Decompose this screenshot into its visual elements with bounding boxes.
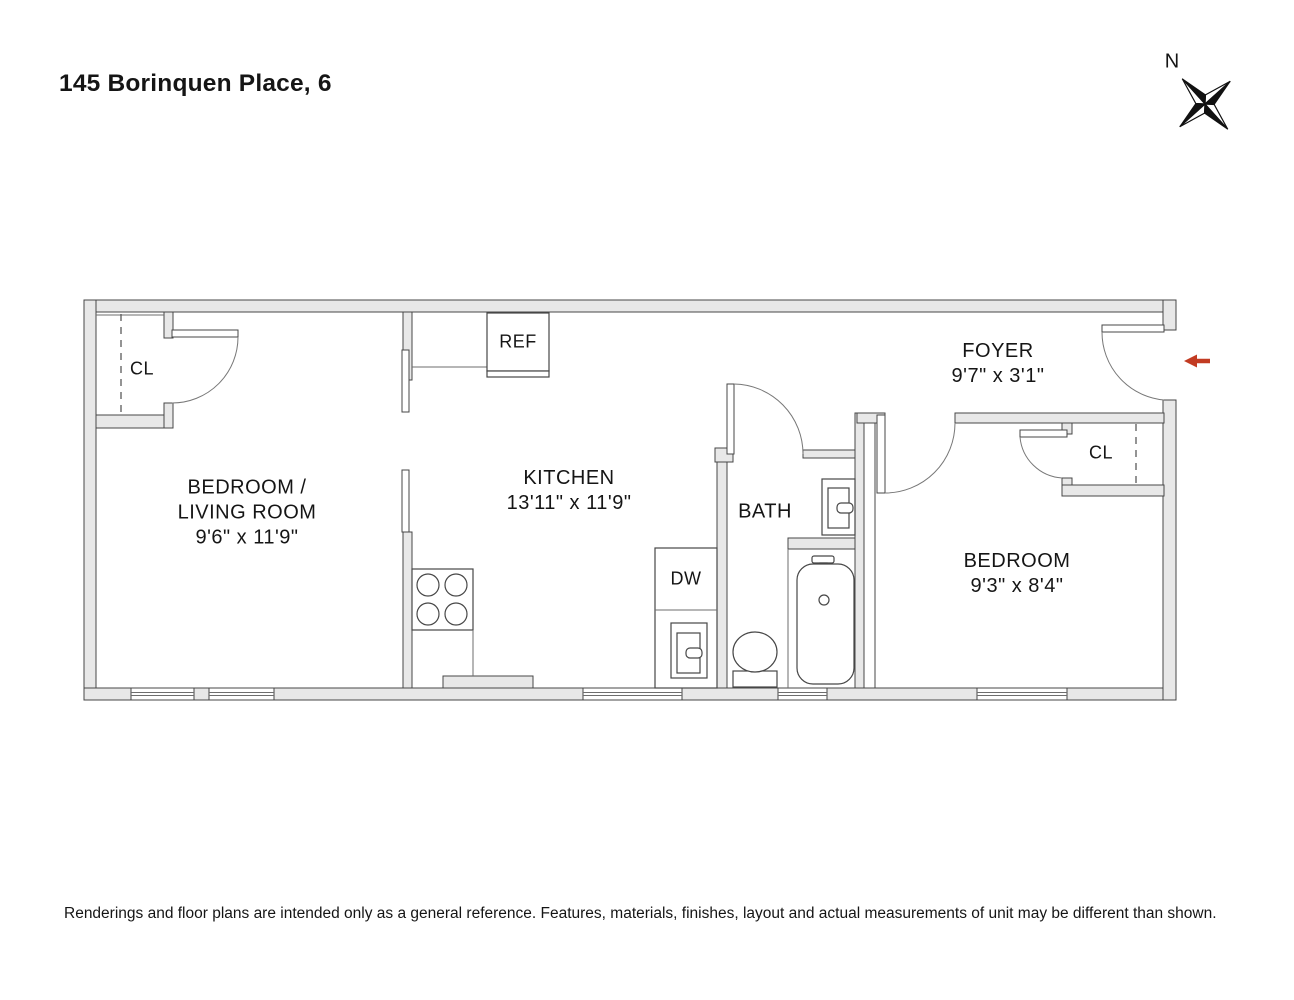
toilet-icon: [733, 632, 777, 687]
door-swing-arc: [885, 423, 955, 493]
window: [209, 688, 274, 700]
kitchen-step: [443, 676, 533, 688]
closet-right-bottom-wall: [1062, 485, 1164, 496]
bath-top-wall-right: [803, 450, 858, 458]
door-right-closet: [1020, 430, 1067, 478]
bathtub-icon: [797, 556, 854, 684]
refrigerator-label: REF: [499, 331, 537, 352]
sliding-doors: [402, 350, 409, 532]
room-label-kitchen: [507, 466, 632, 516]
room-dimensions: 13'11" x 11'9": [506, 492, 632, 514]
room-label-bath: [738, 500, 792, 525]
sliding-door-panel: [402, 470, 409, 532]
room-name: LIVING ROOM: [177, 501, 317, 524]
dishwasher-label: DW: [670, 568, 702, 589]
room-label-foyer: [952, 339, 1045, 389]
door-bath: [727, 384, 803, 454]
window: [131, 688, 194, 700]
closet-left-jamb-bottom: [164, 403, 173, 428]
room-label-bedroom-living: [178, 476, 317, 551]
room-name: FOYER: [962, 340, 1034, 362]
foyer-wall-right-segment: [955, 413, 1164, 423]
bath-left-wall: [717, 462, 727, 688]
bath-sink-icon: [822, 479, 855, 535]
door-panel: [877, 415, 885, 493]
compass-north-label: N: [1164, 50, 1180, 73]
door-panel: [172, 330, 238, 337]
disclaimer-text: Renderings and floor plans are intended only as a general reference. Features, materials, finishes, layout and actual measurements of unit may be different than shown.: [64, 905, 1217, 922]
page-title: 145 Borinquen Place, 6: [59, 70, 332, 97]
window: [583, 688, 682, 700]
room-dimensions: 9'3" x 8'4": [970, 575, 1064, 597]
closet-left-bottom-wall: [96, 415, 172, 428]
bath-sink-tub-divider: [788, 538, 855, 549]
wall-top: [84, 300, 1176, 312]
door-panel: [727, 384, 734, 454]
wall-right-lower: [1163, 400, 1176, 700]
room-dimensions: 9'7" x 3'1": [951, 365, 1045, 387]
room-label-bedroom: [964, 549, 1071, 599]
door-entry: [1102, 325, 1164, 400]
closet-label-left: CL: [129, 358, 155, 379]
closet-label-right: CL: [1088, 442, 1114, 463]
door-panel: [1102, 325, 1164, 332]
door-bedroom: [877, 415, 955, 493]
room-name: KITCHEN: [523, 467, 615, 489]
stove-icon: [412, 569, 473, 630]
kitchen-divider-wall-bottom: [403, 532, 412, 688]
entry-arrow-icon: [1184, 355, 1210, 368]
room-name: BEDROOM: [963, 550, 1071, 572]
window: [778, 688, 827, 700]
sliding-door-panel: [402, 350, 409, 412]
room-name: BEDROOM /: [187, 476, 307, 499]
door-swing-arc: [1020, 437, 1062, 478]
door-panel: [1020, 430, 1067, 437]
door-swing-arc: [734, 384, 803, 454]
window: [977, 688, 1067, 700]
wall-right-upper: [1163, 300, 1176, 330]
room-name: BATH: [738, 500, 792, 523]
room-dimensions: 9'6" x 11'9": [195, 526, 299, 549]
door-swing-arc: [172, 337, 238, 403]
door-swing-arc: [1102, 332, 1164, 400]
bedroom-left-wall: [864, 415, 875, 688]
wall-left: [84, 300, 96, 700]
kitchen-sink-icon: [671, 623, 707, 678]
door-left-closet: [172, 330, 238, 403]
